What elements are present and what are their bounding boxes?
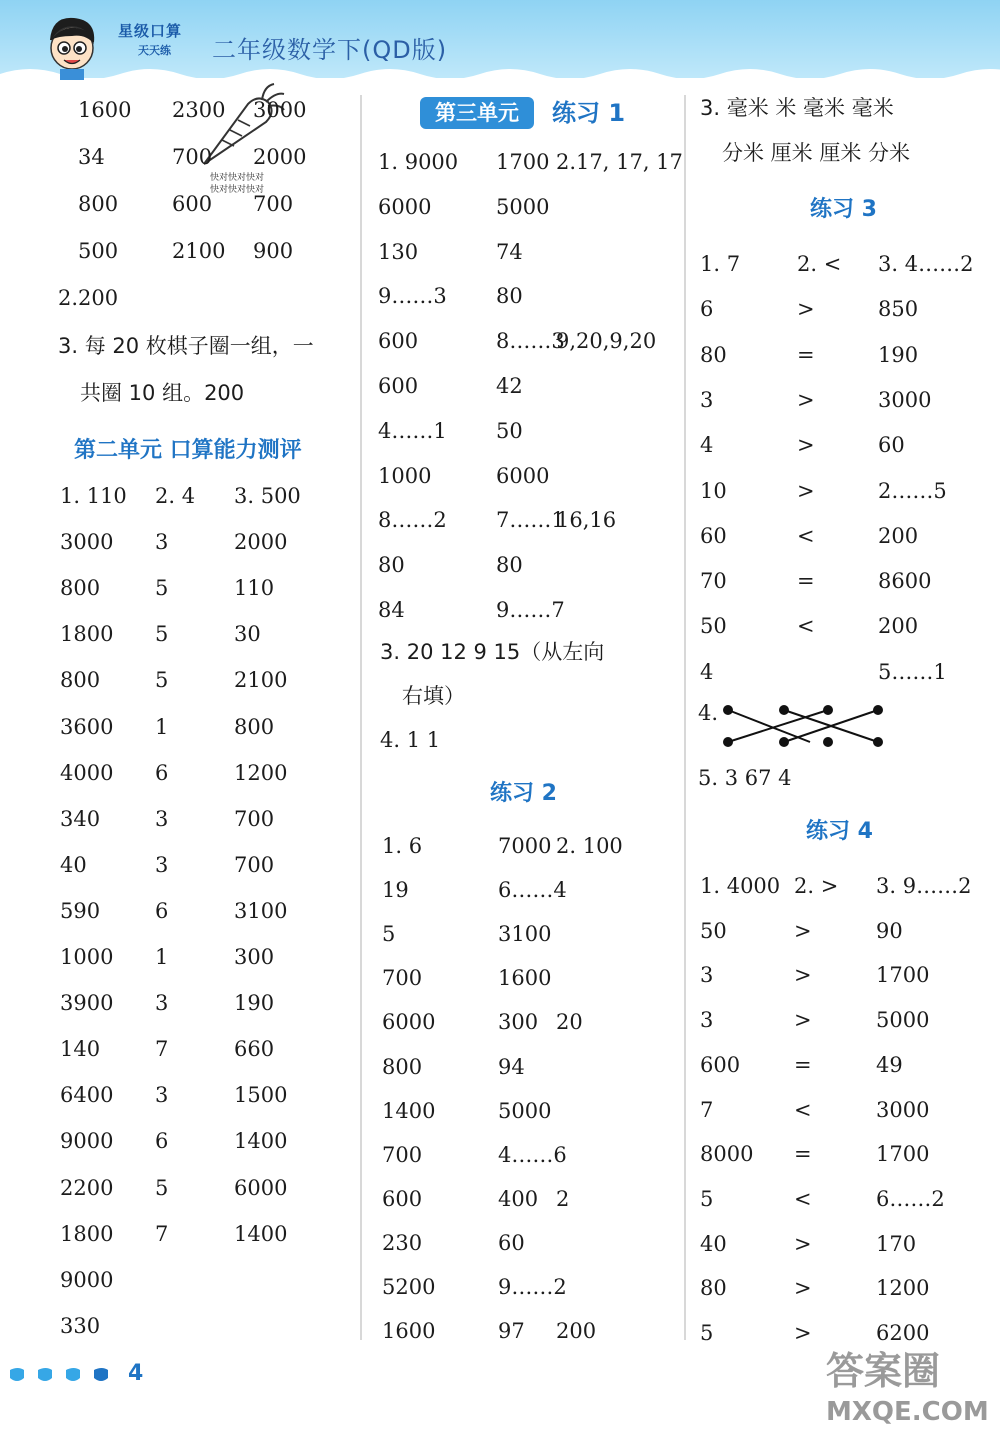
answer-cell: 170 xyxy=(876,1231,917,1256)
answer-cell: 5 xyxy=(155,576,169,601)
answer-cell: 6200 xyxy=(876,1321,930,1345)
answer-cell: 6 xyxy=(155,1129,169,1154)
answer-cell: 5000 xyxy=(876,1008,930,1033)
answer-cell: 400 xyxy=(498,1186,539,1211)
answer-cell: 60 xyxy=(878,433,905,458)
answer-cell: 3 xyxy=(700,387,714,412)
answer-cell: 5000 xyxy=(496,194,550,219)
answer-cell: 800 xyxy=(234,714,275,739)
footer-dots-decoration xyxy=(6,1366,116,1386)
answer-cell: 1200 xyxy=(876,1276,930,1301)
answer-cell: 130 xyxy=(378,239,419,264)
answer-cell: > xyxy=(794,1321,812,1345)
page-header xyxy=(0,0,1000,78)
answer-cell: 5 xyxy=(155,668,169,693)
answer-cell: 6000 xyxy=(496,463,550,488)
answer-cell: 2200 xyxy=(60,1175,114,1200)
answer-cell: 50 xyxy=(496,418,523,443)
answer-cell: 6……4 xyxy=(498,878,567,903)
answer-cell: 700 xyxy=(253,192,294,216)
answer-cell: < xyxy=(797,523,815,548)
answer-cell: > xyxy=(797,433,815,458)
answer-line: 2.200 xyxy=(58,286,119,310)
answer-cell: 80 xyxy=(496,553,523,578)
answer-cell: 2100 xyxy=(172,239,226,263)
book-title: 二年级数学下(QD版) xyxy=(212,36,448,64)
answer-cell: > xyxy=(794,1231,812,1256)
answer-cell: 50 xyxy=(700,614,727,639)
answer-cell: 3. 4……2 xyxy=(878,252,974,276)
answer-cell: < xyxy=(797,614,815,639)
answer-cell: 1800 xyxy=(60,1221,114,1246)
answer-cell: 1600 xyxy=(498,966,552,991)
answer-cell: 6000 xyxy=(382,1010,436,1035)
answer-cell: 190 xyxy=(878,342,919,367)
answer-cell: = xyxy=(794,1142,812,1167)
answer-cell: > xyxy=(794,1008,812,1033)
answer-cell: 8600 xyxy=(878,569,932,594)
answer-cell: 1600 xyxy=(382,1319,436,1344)
answer-cell: 500 xyxy=(78,239,119,263)
answer-cell: 1800 xyxy=(60,622,114,647)
answer-cell: 1. 7 xyxy=(700,252,741,276)
answer-cell: 3000 xyxy=(253,98,307,122)
answer-cell: 5 xyxy=(700,1321,714,1345)
answer-cell: 2100 xyxy=(234,668,288,693)
logo-line2: 天天练 xyxy=(138,44,171,57)
section-title: 第二单元 口算能力测评 xyxy=(74,438,302,463)
answer-cell: 200 xyxy=(556,1319,597,1344)
answer-cell: 1700 xyxy=(876,963,930,988)
answer-cell: 330 xyxy=(60,1313,101,1338)
answer-cell: 2……5 xyxy=(878,478,947,503)
answer-cell: 7 xyxy=(155,1037,169,1062)
answer-cell: 9……7 xyxy=(496,598,565,622)
answer-cell: 94 xyxy=(498,1054,525,1079)
answer-cell: 2 xyxy=(556,1186,570,1211)
answer-cell: 7 xyxy=(700,1097,714,1122)
answer-cell: 60 xyxy=(498,1230,525,1255)
answer-cell: 590 xyxy=(60,898,101,923)
answer-cell: 9,20,9,20 xyxy=(556,329,657,354)
answer-cell: 700 xyxy=(234,806,275,831)
watermark-line2: MXQE.COM xyxy=(826,1397,989,1426)
answer-cell: 3 xyxy=(155,852,169,877)
answer-cell: 700 xyxy=(382,1142,423,1167)
answer-cell: 700 xyxy=(234,852,275,877)
column-divider-1 xyxy=(360,95,362,1340)
answer-cell: 190 xyxy=(234,991,275,1016)
answer-cell: 2.17, 17, 17 xyxy=(556,150,683,174)
answer-cell: 5200 xyxy=(382,1275,436,1299)
answer-cell: 1. 4000 xyxy=(700,874,781,898)
answer-cell: 1700 xyxy=(496,150,550,174)
answer-cell: 1. 6 xyxy=(382,834,423,858)
answer-line: 3. 20 12 9 15（从左向 xyxy=(380,640,605,664)
answer-cell: 4 xyxy=(700,659,714,684)
answer-cell: 2. < xyxy=(797,252,842,276)
answer-cell: 3 xyxy=(700,963,714,988)
answer-cell: 1. 9000 xyxy=(378,150,459,174)
answer-cell: > xyxy=(794,918,812,943)
answer-cell: 5……1 xyxy=(878,659,947,684)
answer-cell: 9000 xyxy=(60,1267,114,1292)
answer-cell: 3. 9……2 xyxy=(876,874,972,898)
answer-cell: > xyxy=(797,297,815,322)
answer-cell: 1200 xyxy=(234,760,288,785)
answer-cell: 3. 500 xyxy=(234,484,301,508)
answer-line: 3. 毫米 米 毫米 毫米 xyxy=(700,96,894,120)
header-wave-decoration xyxy=(0,64,1000,94)
answer-cell: 3 xyxy=(700,1008,714,1033)
answer-cell: 6 xyxy=(700,297,714,322)
answer-cell: 30 xyxy=(234,622,261,647)
answer-cell: 50 xyxy=(700,918,727,943)
answer-cell: > xyxy=(794,1276,812,1301)
answer-cell: 70 xyxy=(700,569,727,594)
watermark-line1: 答案圈 xyxy=(826,1349,941,1393)
answer-cell: 600 xyxy=(172,192,213,216)
answer-cell: 8……3 xyxy=(496,329,565,354)
answer-cell: 2. > xyxy=(794,874,839,898)
answer-cell: 4……1 xyxy=(378,418,447,443)
answer-cell: 800 xyxy=(60,668,101,693)
watermark-logo xyxy=(820,1340,996,1426)
answer-cell: 3 xyxy=(155,1083,169,1108)
answer-cell: 3 xyxy=(155,806,169,831)
answer-cell: 16,16 xyxy=(556,508,617,533)
answer-cell: 34 xyxy=(78,145,105,169)
unit-badge: 第三单元 xyxy=(420,97,534,129)
answer-cell: 110 xyxy=(234,576,275,601)
answer-cell: 5 xyxy=(155,1175,169,1200)
answer-cell: = xyxy=(797,569,815,594)
answer-cell: > xyxy=(797,478,815,503)
answer-cell: 80 xyxy=(378,553,405,578)
answer-cell: 300 xyxy=(498,1010,539,1035)
answer-line: 5. 3 67 4 xyxy=(698,766,792,790)
answer-cell: 6000 xyxy=(234,1175,288,1200)
answer-cell: 6 xyxy=(155,760,169,785)
answer-cell: 8000 xyxy=(700,1142,754,1167)
answer-cell: 7……1 xyxy=(496,508,565,533)
answer-cell: 3000 xyxy=(60,530,114,555)
section-title: 练习 3 xyxy=(810,197,877,222)
logo-line1: 星级口算 xyxy=(118,22,183,40)
carrot-note-2: 快对快对快对 xyxy=(210,185,265,195)
answer-line: 共圈 10 组。200 xyxy=(80,381,245,405)
answer-cell: 80 xyxy=(700,342,727,367)
answer-cell: 300 xyxy=(234,945,275,969)
answer-cell: = xyxy=(794,1052,812,1077)
answer-cell: 340 xyxy=(60,806,101,831)
answer-cell: 200 xyxy=(878,523,919,548)
answer-cell: 140 xyxy=(60,1037,101,1062)
answer-cell: 6……2 xyxy=(876,1186,945,1211)
answer-cell: > xyxy=(794,963,812,988)
answer-cell: 600 xyxy=(378,374,419,398)
answer-label: 4. xyxy=(698,701,719,725)
answer-cell: 3 xyxy=(155,530,169,555)
matching-lines-diagram xyxy=(718,698,898,754)
mascot-icon xyxy=(42,14,102,80)
answer-cell: 1400 xyxy=(382,1098,436,1123)
answer-cell: 3000 xyxy=(878,387,932,412)
answer-cell: 49 xyxy=(876,1052,903,1077)
section-title: 练习 2 xyxy=(490,781,557,806)
answer-cell: 4 xyxy=(700,433,714,458)
answer-cell: 5000 xyxy=(498,1098,552,1123)
answer-cell: 3100 xyxy=(234,898,288,923)
answer-cell: 42 xyxy=(496,374,523,398)
answer-cell: 4……6 xyxy=(498,1142,567,1167)
answer-cell: 1 xyxy=(155,945,169,969)
answer-cell: 2000 xyxy=(234,530,288,555)
answer-cell: 40 xyxy=(700,1231,727,1256)
answer-cell: 19 xyxy=(382,878,409,903)
answer-cell: 5 xyxy=(700,1186,714,1211)
answer-cell: 84 xyxy=(378,598,405,622)
answer-cell: 1400 xyxy=(234,1129,288,1154)
answer-cell: 6400 xyxy=(60,1083,114,1108)
answer-cell: 6 xyxy=(155,898,169,923)
answer-cell: 5 xyxy=(382,922,396,947)
answer-line: 分米 厘米 厘米 分米 xyxy=(722,141,911,165)
answer-cell: 40 xyxy=(60,852,87,877)
carrot-note-1: 快对快对快对 xyxy=(210,173,265,183)
answer-cell: < xyxy=(794,1186,812,1211)
answer-cell: 3600 xyxy=(60,714,114,739)
answer-line: 4. 1 1 xyxy=(380,728,441,752)
section-title: 练习 4 xyxy=(806,819,873,844)
answer-cell: 3 xyxy=(155,991,169,1016)
answer-cell: 7 xyxy=(155,1221,169,1246)
answer-cell: 1 xyxy=(155,714,169,739)
answer-cell: 1000 xyxy=(60,945,114,969)
answer-cell: 1500 xyxy=(234,1083,288,1108)
answer-cell: 600 xyxy=(382,1186,423,1211)
answer-cell: 800 xyxy=(60,576,101,601)
answer-cell: 2. 4 xyxy=(155,484,196,508)
answer-cell: 1000 xyxy=(378,463,432,488)
answer-cell: 3900 xyxy=(60,991,114,1016)
answer-cell: 10 xyxy=(700,478,727,503)
answer-cell: 1700 xyxy=(876,1142,930,1167)
answer-cell: 74 xyxy=(496,239,523,264)
answer-cell: 2300 xyxy=(172,98,226,122)
answer-cell: 2. 100 xyxy=(556,834,623,858)
answer-cell: 9000 xyxy=(60,1129,114,1154)
answer-cell: 6000 xyxy=(378,194,432,219)
column-divider-2 xyxy=(684,95,686,1340)
answer-line: 3. 每 20 枚棋子圈一组，一 xyxy=(58,334,314,358)
answer-cell: 800 xyxy=(382,1054,423,1079)
answer-cell: < xyxy=(794,1097,812,1122)
answer-cell: 3000 xyxy=(876,1097,930,1122)
answer-cell: 1. 110 xyxy=(60,484,127,508)
answer-cell: 700 xyxy=(382,966,423,991)
answer-cell: 600 xyxy=(700,1052,741,1077)
answer-cell: 800 xyxy=(78,192,119,216)
section-title: 练习 1 xyxy=(552,99,626,127)
answer-cell: 20 xyxy=(556,1010,583,1035)
answer-cell: 60 xyxy=(700,523,727,548)
answer-cell: 90 xyxy=(876,918,903,943)
answer-cell: 200 xyxy=(878,614,919,639)
answer-cell: 8……2 xyxy=(378,508,447,533)
answer-cell: 80 xyxy=(700,1276,727,1301)
answer-cell: 900 xyxy=(253,239,294,263)
answer-cell: 600 xyxy=(378,329,419,354)
answer-cell: 9……3 xyxy=(378,284,447,309)
answer-cell: 97 xyxy=(498,1319,525,1344)
answer-cell: 3100 xyxy=(498,922,552,947)
answer-cell: 5 xyxy=(155,622,169,647)
answer-cell: = xyxy=(797,342,815,367)
answer-cell: 1400 xyxy=(234,1221,288,1246)
answer-cell: 7000 xyxy=(498,834,552,858)
answer-cell: 660 xyxy=(234,1037,275,1062)
answer-cell: > xyxy=(797,387,815,412)
answer-line: 右填） xyxy=(402,684,465,708)
answer-cell: 1600 xyxy=(78,98,132,122)
answer-cell: 80 xyxy=(496,284,523,309)
answer-cell: 850 xyxy=(878,297,919,322)
answer-cell: 2000 xyxy=(253,145,307,169)
answer-cell: 700 xyxy=(172,145,213,169)
answer-cell: 230 xyxy=(382,1230,423,1255)
answer-cell: 4000 xyxy=(60,760,114,785)
answer-cell: 9……2 xyxy=(498,1275,567,1299)
page-number: 4 xyxy=(128,1361,144,1386)
